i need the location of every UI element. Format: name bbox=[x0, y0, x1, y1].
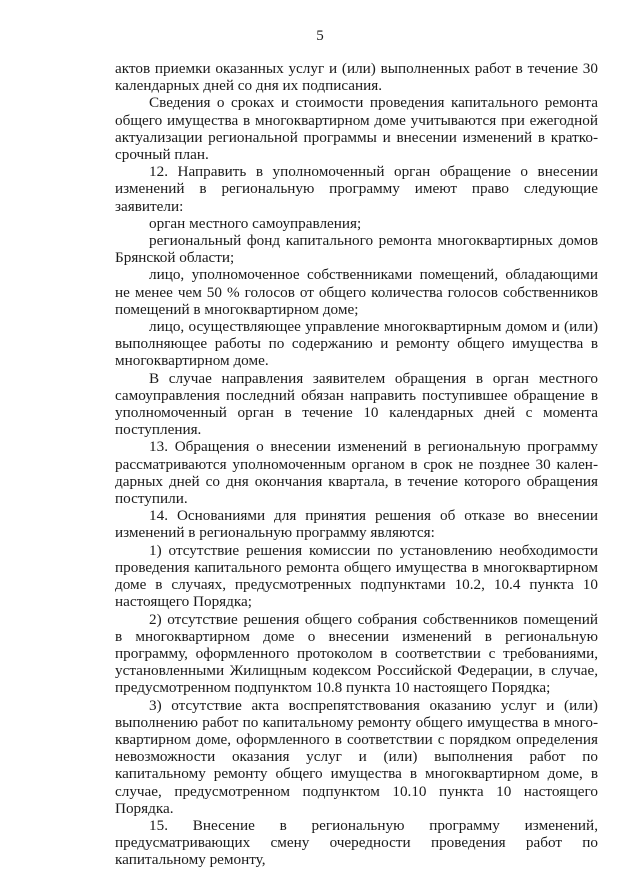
paragraph-repair-info: Сведения о сроках и стоимости проведения капитального ремонта общего имущества в многоквартирном доме учитываются при ежегодной актуализации региональной программы и внесении изменений в краткосрочный план. bbox=[115, 94, 598, 164]
paragraph-applicant-owners-representative: лицо, уполномоченное собственниками помещений, обладающими не менее чем 50 % голосов от общего количества голосов собственников помещений в многоквартирном доме; bbox=[115, 266, 598, 318]
paragraph-item-14: 14. Основаниями для принятия решения об отказе во внесении изменений в региональную программу являются: bbox=[115, 507, 598, 542]
paragraph-continuation: актов приемки оказанных услуг и (или) выполненных работ в течение 30 календарных дней со дня их подписания. bbox=[115, 60, 598, 95]
document-body bbox=[115, 60, 598, 869]
paragraph-item-15: 15. Внесение в региональную программу изменений, предусматривающих смену очередности проведения работ по капитальному ремонту, bbox=[115, 816, 598, 869]
page-number: 5 bbox=[316, 28, 324, 44]
paragraph-applicant-local-government: орган местного самоуправления; bbox=[149, 214, 362, 232]
paragraph-applicant-manager: лицо, осуществляющее управление многоквартирным домом и (или) выполняющее работы по содержанию и ремонту общего имущества в многоквартирном доме. bbox=[115, 318, 598, 370]
paragraph-item-14-3: 3) отсутствие акта воспрепятствования оказанию услуг и (или) выполнению работ по капитальному ремонту общего имущества в многоквартирном доме, оформленного в соответствии с порядком определения невозможности оказания услуг и (или) выполнения работ по капитальному ремонту общего имущества в многоквартирном доме, в случае, предусмотренном подпунктом 10.10 пункта 10 настоящего Порядка. bbox=[115, 696, 598, 817]
paragraph-item-14-2: 2) отсутствие решения общего собрания собственников помещений в многоквартирном доме о внесении изменений в региональную программу, оформленного протоколом в соответствии с требованиями, установленными Жилищным кодексом Российской Федерации, в случае, предусмотренном подпунктом 10.8 пункта 10 настоящего Порядка; bbox=[115, 610, 598, 697]
paragraph-item-14-1: 1) отсутствие решения комиссии по установлению необходимости проведения капитального ремонта общего имущества в многоквартирном доме в случаях, предусмотренных подпунктами 10.2, 10.4 пункта 10 настоящего Порядка; bbox=[115, 541, 598, 611]
paragraph-forwarding-rule: В случае направления заявителем обращения в орган местного самоуправления последний обязан направить поступившее обращение в уполномоченный орган в течение 10 календарных дней с момента поступления. bbox=[115, 369, 598, 439]
paragraph-item-12: 12. Направить в уполномоченный орган обращение о внесении изменений в региональную программу имеют право следующие заявители: bbox=[115, 163, 598, 215]
paragraph-applicant-regional-fund: региональный фонд капитального ремонта многоквартирных домов Брянской области; bbox=[115, 232, 598, 267]
paragraph-item-13: 13. Обращения о внесении изменений в региональную программу рассматриваются уполномоченным органом в срок не позднее 30 календарных дней со дня окончания квартала, в течение которого обращения поступили. bbox=[115, 438, 598, 508]
